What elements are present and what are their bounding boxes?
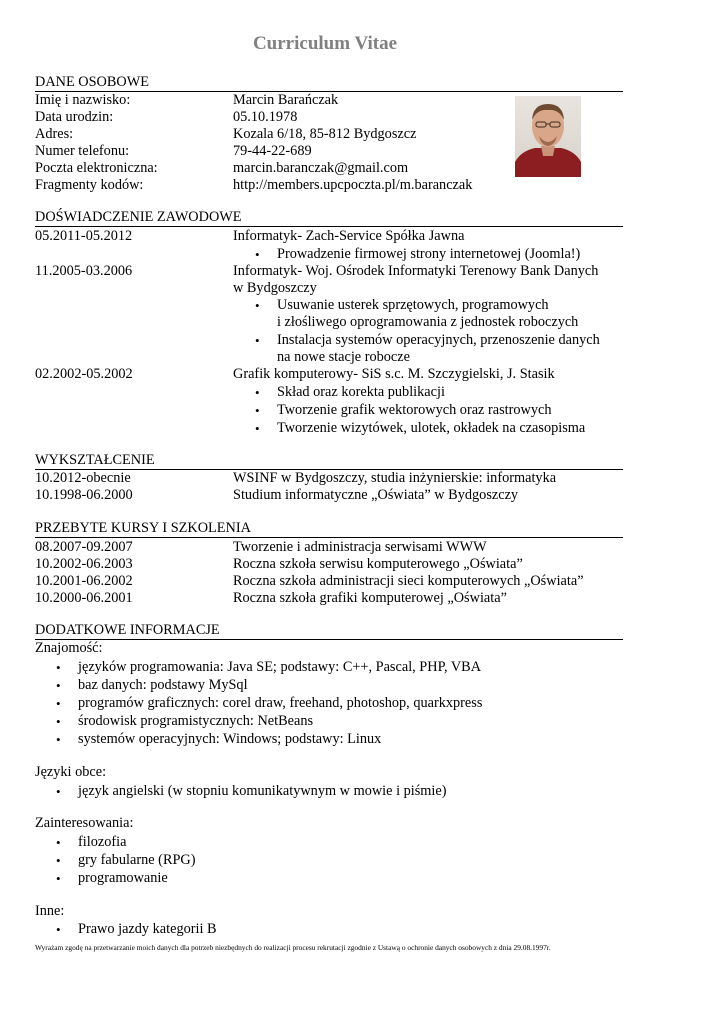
personal-label-email: Poczta elektroniczna:	[35, 160, 158, 176]
additional-item: • język angielski (w stopniu komunikatywnym w mowie i piśmie)	[78, 783, 447, 801]
additional-item: • środowisk programistycznych: NetBeans	[78, 713, 313, 731]
course-period: 10.2002-06.2003	[35, 556, 133, 572]
course-period: 08.2007-09.2007	[35, 539, 133, 555]
personal-value-birthdate: 05.10.1978	[233, 109, 298, 125]
job-bullet: • Tworzenie grafik wektorowych oraz rastrowych	[277, 402, 552, 420]
course-value: Roczna szkoła serwisu komputerowego „Oświata”	[233, 556, 523, 572]
course-value: Roczna szkoła grafiki komputerowej „Oświata”	[233, 590, 507, 606]
job-title: Informatyk- Zach-Service Spółka Jawna	[233, 228, 465, 244]
section-education	[35, 452, 623, 470]
course-value: Tworzenie i administracja serwisami WWW	[233, 539, 487, 555]
personal-label-code: Fragmenty kodów:	[35, 177, 144, 193]
section-heading-courses: PRZEBYTE KURSY I SZKOLENIA	[35, 520, 251, 536]
additional-item: • programowanie	[78, 870, 168, 888]
education-value: Studium informatyczne „Oświata” w Bydgoszczy	[233, 487, 519, 503]
personal-label-address: Adres:	[35, 126, 74, 142]
additional-group-label: Języki obce:	[35, 764, 107, 780]
section-experience	[35, 209, 623, 227]
personal-value-email[interactable]: marcin.baranczak@gmail.com	[233, 160, 409, 176]
additional-item: • programów graficznych: corel draw, freehand, photoshop, quarkxpress	[78, 695, 482, 713]
education-value: WSINF w Bydgoszczy, studia inżynierskie: informatyka	[233, 470, 557, 486]
additional-group-label: Inne:	[35, 903, 65, 919]
personal-label-birthdate: Data urodzin:	[35, 109, 114, 125]
section-courses	[35, 520, 623, 538]
job-bullet: • Skład oraz korekta publikacji	[277, 384, 445, 402]
personal-value-code-link[interactable]: http://members.upcpoczta.pl/m.baranczak	[233, 177, 473, 193]
job-period: 05.2011-05.2012	[35, 228, 133, 244]
education-period: 10.2012-obecnie	[35, 470, 131, 486]
personal-value-phone: 79-44-22-689	[233, 143, 312, 159]
personal-label-name: Imię i nazwisko:	[35, 92, 131, 108]
additional-group-label: Zainteresowania:	[35, 815, 134, 831]
job-bullet: • Tworzenie wizytówek, ulotek, okładek na czasopisma	[277, 420, 585, 438]
additional-item: • filozofia	[78, 834, 126, 852]
job-period: 02.2002-05.2002	[35, 366, 133, 382]
additional-item: • języków programowania: Java SE; podstawy: C++, Pascal, PHP, VBA	[78, 659, 481, 677]
job-bullet: • Usuwanie usterek sprzętowych, programowych	[277, 297, 549, 315]
job-title-continued: w Bydgoszczy	[233, 280, 317, 296]
additional-item: • systemów operacyjnych: Windows; podstawy: Linux	[78, 731, 381, 749]
section-personal	[35, 74, 623, 92]
additional-item: • baz danych: podstawy MySql	[78, 677, 248, 695]
personal-label-phone: Numer telefonu:	[35, 143, 130, 159]
job-bullet-continued: i złośliwego oprogramowania z jednostek roboczych	[277, 314, 579, 330]
course-period: 10.2001-06.2002	[35, 573, 133, 589]
personal-value-address: Kozala 6/18, 85-812 Bydgoszcz	[233, 126, 417, 142]
page-title: Curriculum Vitae	[252, 33, 398, 54]
personal-value-name: Marcin Barańczak	[233, 92, 339, 108]
job-title: Informatyk- Woj. Ośrodek Informatyki Terenowy Bank Danych	[233, 263, 599, 279]
course-period: 10.2000-06.2001	[35, 590, 133, 606]
profile-photo	[515, 96, 581, 177]
section-heading-education: WYKSZTAŁCENIE	[35, 452, 155, 468]
section-additional	[35, 622, 623, 640]
section-heading-personal: DANE OSOBOWE	[35, 74, 149, 90]
job-title: Grafik komputerowy- SiS s.c. M. Szczygielski, J. Stasik	[233, 366, 555, 382]
data-processing-consent: Wyrażam zgodę na przetwarzanie moich danych dla potrzeb niezbędnych do realizacji procesu rekrutacji zgodnie z Ustawą o ochronie danych osobowych z dnia 29.08.1997r.	[35, 943, 551, 952]
job-period: 11.2005-03.2006	[35, 263, 133, 279]
additional-item: • Prawo jazdy kategorii B	[78, 921, 217, 939]
education-period: 10.1998-06.2000	[35, 487, 133, 503]
job-bullet: • Instalacja systemów operacyjnych, przenoszenie danych	[277, 332, 600, 350]
additional-item: • gry fabularne (RPG)	[78, 852, 196, 870]
job-bullet: • Prowadzenie firmowej strony internetowej (Joomla!)	[277, 246, 580, 264]
section-heading-experience: DOŚWIADCZENIE ZAWODOWE	[35, 209, 242, 225]
course-value: Roczna szkoła administracji sieci komputerowych „Oświata”	[233, 573, 584, 589]
section-heading-additional: DODATKOWE INFORMACJE	[35, 622, 220, 638]
job-bullet-continued: na nowe stacje robocze	[277, 349, 410, 365]
additional-group-label: Znajomość:	[35, 640, 103, 656]
